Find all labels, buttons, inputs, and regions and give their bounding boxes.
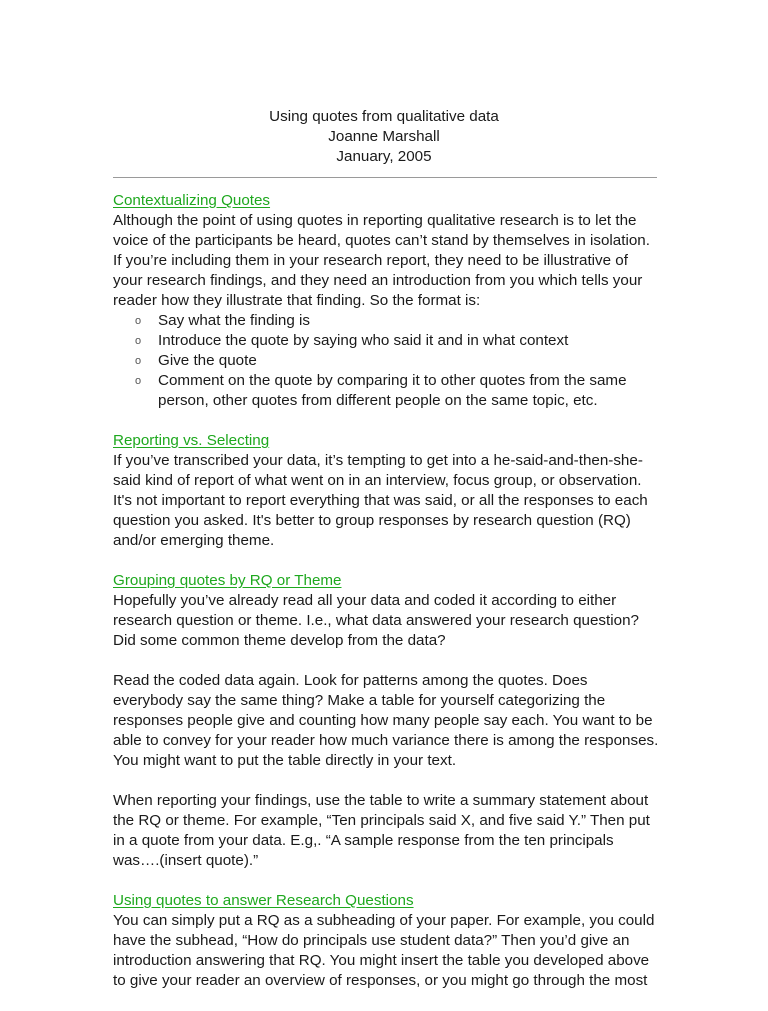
list-item xyxy=(113,311,673,331)
section-heading: Reporting vs. Selecting xyxy=(113,432,270,449)
text-line: the RQ or theme. For example, “Ten principals said X, and five said Y.” Then put xyxy=(113,812,650,829)
text-line: Did some common theme develop from the data? xyxy=(113,632,446,649)
title-block xyxy=(0,107,768,167)
text-line: Comment on the quote by comparing it to other quotes from the same xyxy=(158,372,627,389)
text-line: When reporting your findings, use the table to write a summary statement about xyxy=(113,792,649,809)
document-author: Joanne Marshall xyxy=(328,128,440,145)
hollow-circle-bullet-icon: o xyxy=(135,355,142,367)
list-item xyxy=(113,351,673,371)
section-contextualizing-quotes xyxy=(113,191,673,411)
document-title: Using quotes from qualitative data xyxy=(269,108,499,125)
section-reporting-vs-selecting xyxy=(113,431,673,551)
text-line: Read the coded data again. Look for patterns among the quotes. Does xyxy=(113,672,588,689)
paragraph xyxy=(113,791,673,871)
paragraph xyxy=(113,671,673,771)
text-line: Introduce the quote by saying who said it and in what context xyxy=(158,332,569,349)
paragraph xyxy=(113,591,673,651)
hollow-circle-bullet-icon: o xyxy=(135,375,142,387)
paragraph xyxy=(113,211,673,311)
text-line: introduction answering that RQ. You might insert the table you developed above xyxy=(113,952,650,969)
text-line: You might want to put the table directly in your text. xyxy=(113,752,457,769)
text-line: responses people give and counting how many people say each. You want to be xyxy=(113,712,653,729)
text-line: to give your reader an overview of responses, or you might go through the most xyxy=(113,972,648,989)
paragraph xyxy=(113,911,673,991)
section-using-quotes-research-questions xyxy=(113,891,673,991)
text-line: everybody say the same thing? Make a table for yourself categorizing the xyxy=(113,692,606,709)
text-line: person, other quotes from different people on the same topic, etc. xyxy=(158,392,598,409)
hollow-circle-bullet-icon: o xyxy=(135,335,142,347)
paragraph xyxy=(113,451,673,551)
text-line: reader how they illustrate that finding. So the format is: xyxy=(113,292,481,309)
text-line: Although the point of using quotes in reporting qualitative research is to let the xyxy=(113,212,637,229)
text-line: voice of the participants be heard, quotes can’t stand by themselves in isolation. xyxy=(113,232,650,249)
text-line: Hopefully you’ve already read all your data and coded it according to either xyxy=(113,592,617,609)
document-date: January, 2005 xyxy=(336,148,432,165)
section-heading: Using quotes to answer Research Questions xyxy=(113,892,414,909)
text-line: Give the quote xyxy=(158,352,257,369)
text-line: able to convey for your reader how much variance there is among the responses. xyxy=(113,732,659,749)
text-line: You can simply put a RQ as a subheading of your paper. For example, you could xyxy=(113,912,655,929)
text-line: research question or theme. I.e., what data answered your research question? xyxy=(113,612,639,629)
text-line: It's not important to report everything that was said, or all the responses to each xyxy=(113,492,648,509)
text-line: in a quote from your data. E.g,. “A sample response from the ten principals xyxy=(113,832,614,849)
text-line: said kind of report of what went on in an interview, focus group, or observation. xyxy=(113,472,642,489)
text-line: was….(insert quote).” xyxy=(113,852,259,869)
hollow-circle-bullet-icon: o xyxy=(135,315,142,327)
list-item xyxy=(113,371,673,411)
horizontal-rule xyxy=(113,177,657,178)
text-line: and/or emerging theme. xyxy=(113,532,275,549)
text-line: have the subhead, “How do principals use student data?” Then you’d give an xyxy=(113,932,630,949)
text-line: your research findings, and they need an introduction from you which tells your xyxy=(113,272,643,289)
text-line: If you’ve transcribed your data, it’s tempting to get into a he-said-and-then-she- xyxy=(113,452,643,469)
bullet-list xyxy=(113,311,673,411)
section-grouping-quotes xyxy=(113,571,673,871)
list-item xyxy=(113,331,673,351)
text-line: If you’re including them in your research report, they need to be illustrative of xyxy=(113,252,628,269)
text-line: question you asked. It's better to group responses by research question (RQ) xyxy=(113,512,631,529)
section-heading: Contextualizing Quotes xyxy=(113,192,271,209)
section-heading: Grouping quotes by RQ or Theme xyxy=(113,572,342,589)
text-line: Say what the finding is xyxy=(158,312,310,329)
document-body xyxy=(113,191,673,1011)
